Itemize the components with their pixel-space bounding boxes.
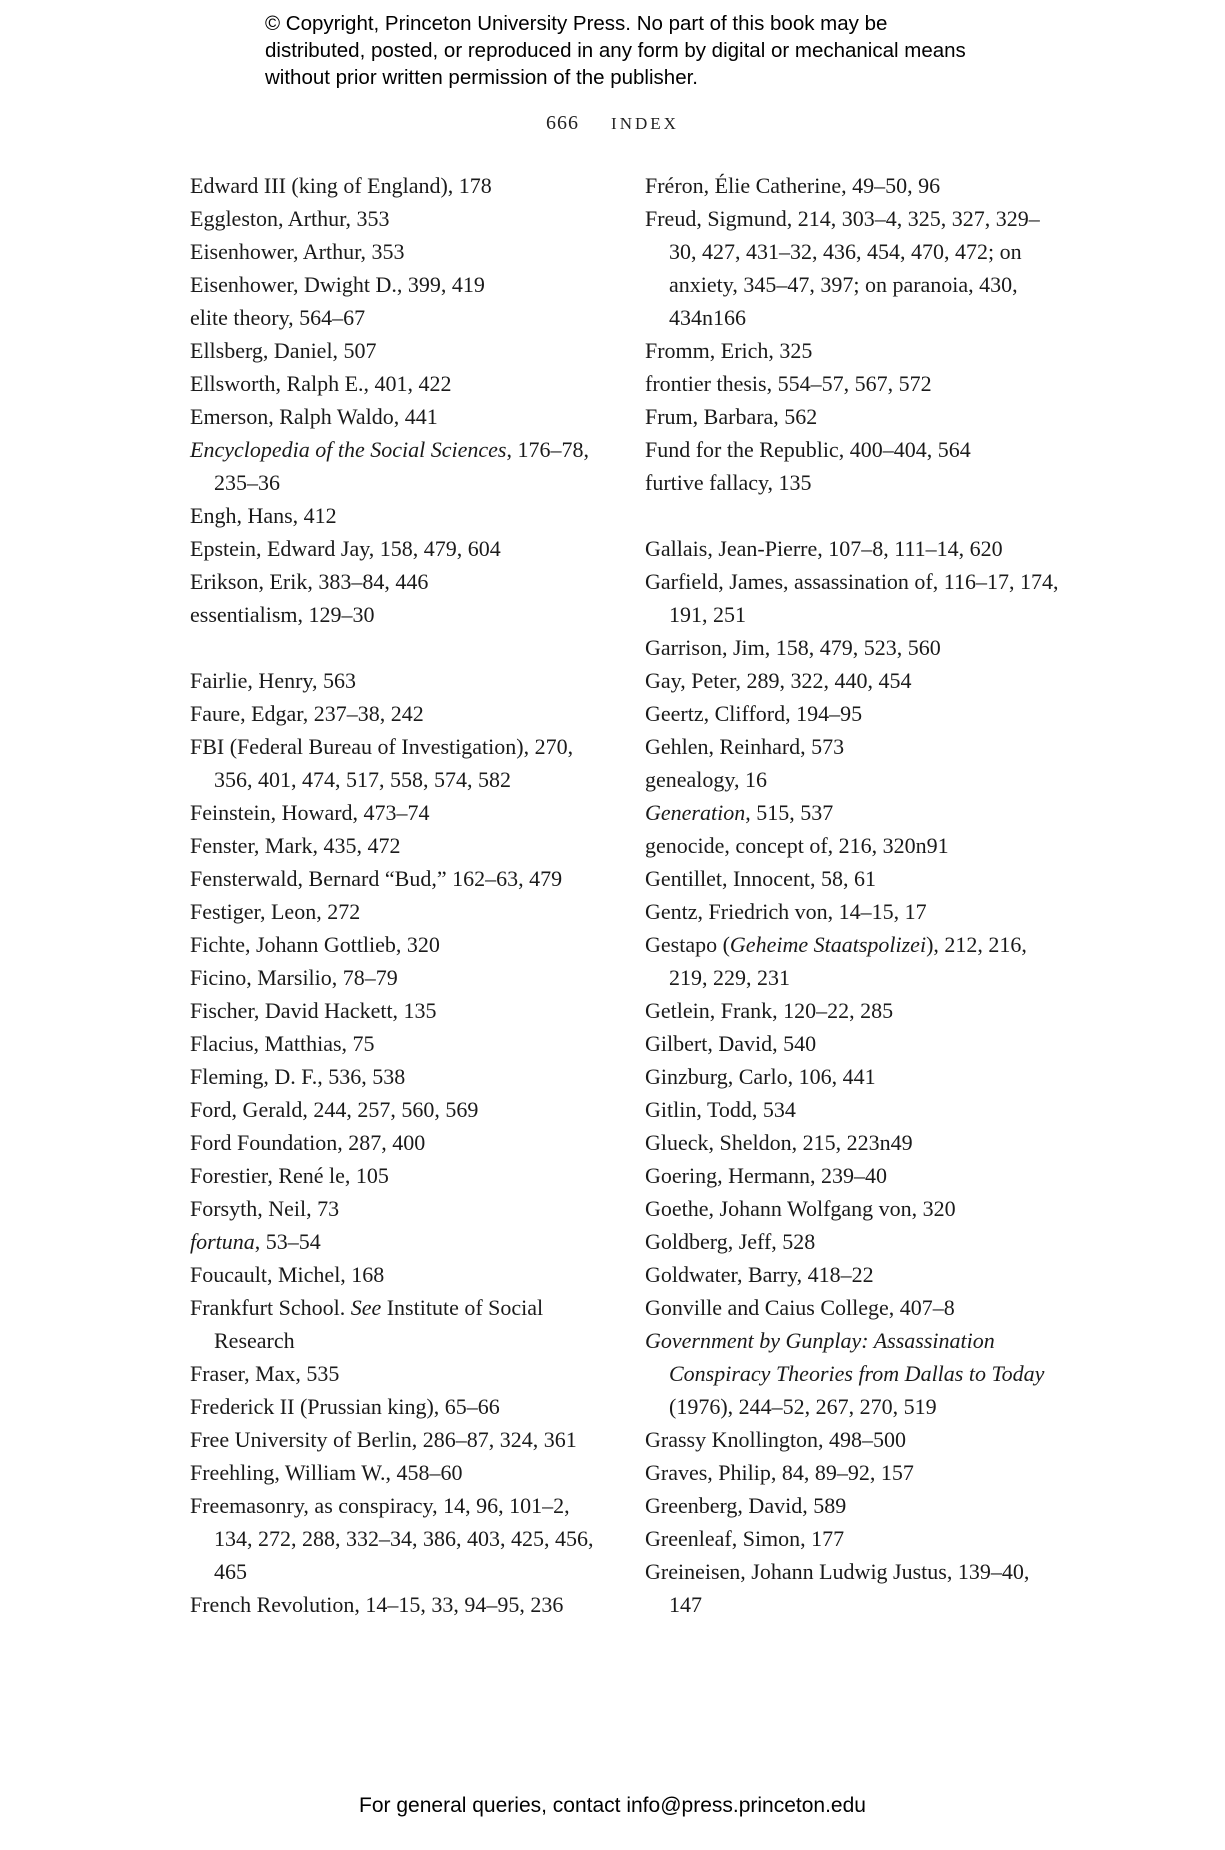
index-entry [190,928,610,961]
index-entry [645,367,1065,400]
index-entry [645,1126,1065,1159]
index-entry-text: ), 212, 216, 219, 229, 231 [669,932,1027,990]
index-entry-text: Ficino, Marsilio, 78–79 [190,965,398,990]
index-entry [190,1258,610,1291]
index-entry-text: Engh, Hans, 412 [190,503,337,528]
index-entry-text: Faure, Edgar, 237–38, 242 [190,701,424,726]
index-entry-text: Eisenhower, Arthur, 353 [190,239,405,264]
index-entry-italic-text: Encyclopedia of the Social Sciences [190,437,507,462]
index-entry [190,994,610,1027]
index-entry-text: Erikson, Erik, 383–84, 446 [190,569,429,594]
index-entry-text: Fenster, Mark, 435, 472 [190,833,401,858]
index-entry [190,433,610,499]
index-entry [190,202,610,235]
contact-footer: For general queries, contact info@press.princeton.edu [359,1794,866,1817]
index-entry [645,796,1065,829]
index-entry [645,532,1065,565]
index-entry-text: Freehling, William W., 458–60 [190,1460,463,1485]
index-entry-text: Festiger, Leon, 272 [190,899,361,924]
index-entry [190,1225,610,1258]
index-entry [645,1291,1065,1324]
index-entry [645,466,1065,499]
index-entry [645,1225,1065,1258]
index-entry-text: FBI (Federal Bureau of Investigation), 270, 356, 401, 474, 517, 558, 574, 582 [190,734,574,792]
page-number: 666 [546,112,580,134]
index-entry [190,1390,610,1423]
index-entry [190,235,610,268]
index-entry [190,169,610,202]
index-entry [645,169,1065,202]
index-entry-text: Gehlen, Reinhard, 573 [645,734,845,759]
index-entry [190,664,610,697]
index-entry [645,664,1065,697]
index-entry-text: Ellsworth, Ralph E., 401, 422 [190,371,452,396]
index-entry [645,730,1065,763]
index-entry-text: Geertz, Clifford, 194–95 [645,701,863,726]
index-entry-text: Frankfurt School. [190,1295,351,1320]
index-entry-text: Ford, Gerald, 244, 257, 560, 569 [190,1097,479,1122]
index-entry [190,1291,610,1357]
index-entry [190,565,610,598]
index-entry-text: Gay, Peter, 289, 322, 440, 454 [645,668,912,693]
index-column-right [645,169,1065,1621]
index-entry-text: Garfield, James, assassination of, 116–17, 174, 191, 251 [645,569,1059,627]
index-entry-text: Gentillet, Innocent, 58, 61 [645,866,876,891]
index-entry-text: Greenleaf, Simon, 177 [645,1526,845,1551]
index-entry-text: Foucault, Michel, 168 [190,1262,385,1287]
index-entry-text: Frum, Barbara, 562 [645,404,818,429]
index-entry [190,499,610,532]
index-entry [645,1060,1065,1093]
index-entry-text: Greenberg, David, 589 [645,1493,847,1518]
index-entry [190,829,610,862]
index-entry [645,433,1065,466]
index-entry-text: Eggleston, Arthur, 353 [190,206,390,231]
index-entry [645,1522,1065,1555]
index-entry-text: Goldberg, Jeff, 528 [645,1229,816,1254]
index-entry-text: Frederick II (Prussian king), 65–66 [190,1394,500,1419]
index-entry [190,1456,610,1489]
index-entry [190,961,610,994]
index-entry-text: Freud, Sigmund, 214, 303–4, 325, 327, 329–30, 427, 431–32, 436, 454, 470, 472; on anxiety, 345–47, 397; on paranoia, 430, 434n166 [645,206,1040,330]
index-entry-text: Freemasonry, as conspiracy, 14, 96, 101–2, 134, 272, 288, 332–34, 386, 403, 425, 456, 465 [190,1493,594,1584]
index-entry-text: (1976), 244–52, 267, 270, 519 [669,1394,937,1419]
index-entry [645,565,1065,631]
index-entry-text: Goering, Hermann, 239–40 [645,1163,887,1188]
index-entry-text: Fleming, D. F., 536, 538 [190,1064,406,1089]
index-entry-text: Fensterwald, Bernard “Bud,” 162–63, 479 [190,866,563,891]
index-column-left [190,169,610,1621]
index-entry-text: furtive fallacy, 135 [645,470,812,495]
index-entry-text: Fischer, David Hackett, 135 [190,998,437,1023]
index-entry-text: Feinstein, Howard, 473–74 [190,800,430,825]
index-entry-text: Goldwater, Barry, 418–22 [645,1262,874,1287]
index-entry [645,1093,1065,1126]
running-head [0,112,1225,135]
index-entry [190,532,610,565]
index-entry [190,1093,610,1126]
index-entry [190,1489,610,1588]
index-entry [190,268,610,301]
index-entry [190,334,610,367]
index-entry [645,334,1065,367]
index-entry-text: Goethe, Johann Wolfgang von, 320 [645,1196,956,1221]
index-entry [645,1324,1065,1423]
index-entry [190,1423,610,1456]
index-entry-text: Gitlin, Todd, 534 [645,1097,796,1122]
index-entry [645,1159,1065,1192]
index-entry-text: Eisenhower, Dwight D., 399, 419 [190,272,485,297]
index-entry-text: genocide, concept of, 216, 320n91 [645,833,949,858]
index-entry [190,796,610,829]
index-entry [645,1258,1065,1291]
index-entry-text: , 176–78, 235–36 [214,437,589,495]
index-entry [645,895,1065,928]
index-entry-text: Garrison, Jim, 158, 479, 523, 560 [645,635,941,660]
index-entry [645,928,1065,994]
index-entry [190,1192,610,1225]
index-entry [645,202,1065,334]
index-entry-text: Epstein, Edward Jay, 158, 479, 604 [190,536,501,561]
index-entry-text: Forestier, René le, 105 [190,1163,389,1188]
index-entry [645,829,1065,862]
index-entry [645,400,1065,433]
index-entry-text: Ginzburg, Carlo, 106, 441 [645,1064,876,1089]
index-entry-text: , 515, 537 [745,800,834,825]
index-entry [190,895,610,928]
index-entry-text: Gallais, Jean-Pierre, 107–8, 111–14, 620 [645,536,1003,561]
index-entry-italic-text: Geheime Staatspolizei [729,932,927,957]
index-entry [645,994,1065,1027]
index-entry [645,1192,1065,1225]
section-title: INDEX [611,114,679,133]
index-entry-text: Ellsberg, Daniel, 507 [190,338,377,363]
index-entry-text: Emerson, Ralph Waldo, 441 [190,404,438,429]
index-entry [190,1357,610,1390]
index-entry [190,730,610,796]
index-entry [190,367,610,400]
index-entry-text: Fichte, Johann Gottlieb, 320 [190,932,440,957]
index-entry [645,1489,1065,1522]
letter-group-gap [645,499,1065,532]
index-entry [190,1588,610,1621]
letter-group-gap [190,631,610,664]
copyright-notice: © Copyright, Princeton University Press. No part of this book may be distributed, posted, or reproduced in any form by digital or mechanical means without prior written permission of the publisher. [265,12,966,89]
index-entry-text: Gilbert, David, 540 [645,1031,817,1056]
index-entry [190,400,610,433]
index-entry-text: Free University of Berlin, 286–87, 324, 361 [190,1427,577,1452]
index-entry-italic-text: Generation [645,800,746,825]
index-entry-text: Graves, Philip, 84, 89–92, 157 [645,1460,914,1485]
index-entry [645,1423,1065,1456]
index-entry-text: Institute of Social Research [214,1295,544,1353]
index-entry-italic-text: fortuna [190,1229,255,1254]
index-entry [645,763,1065,796]
index-entry-text: Gentz, Friedrich von, 14–15, 17 [645,899,927,924]
index-entry-text: French Revolution, 14–15, 33, 94–95, 236 [190,1592,564,1617]
index-entry [190,1027,610,1060]
index-entry [190,1060,610,1093]
index-entry [190,1159,610,1192]
index-entry [190,598,610,631]
index-entry [645,631,1065,664]
index-entry [645,1027,1065,1060]
index-entry-text: Fairlie, Henry, 563 [190,668,356,693]
index-entry-text: essentialism, 129–30 [190,602,375,627]
index-entry [190,697,610,730]
index-entry-text: Fund for the Republic, 400–404, 564 [645,437,971,462]
index-entry-text: Glueck, Sheldon, 215, 223n49 [645,1130,913,1155]
index-entry [645,1456,1065,1489]
index-entry-text: Greineisen, Johann Ludwig Justus, 139–40, 147 [645,1559,1030,1617]
index-entry-text: Gestapo ( [645,932,730,957]
index-entry-text: genealogy, 16 [645,767,767,792]
index-entry [190,1126,610,1159]
index-entry-italic-text: Government by Gunplay: Assassination Conspiracy Theories from Dallas to Today [645,1328,1045,1386]
index-entry-text: Fromm, Erich, 325 [645,338,813,363]
index-entry-text: Fraser, Max, 535 [190,1361,340,1386]
index-entry-text: Ford Foundation, 287, 400 [190,1130,426,1155]
index-entry [190,301,610,334]
index-entry-text: Flacius, Matthias, 75 [190,1031,375,1056]
index-entry-text: Forsyth, Neil, 73 [190,1196,340,1221]
index-entry-text: Edward III (king of England), 178 [190,173,492,198]
index-entry-text: Fréron, Élie Catherine, 49–50, 96 [645,173,941,198]
index-entry-text: Getlein, Frank, 120–22, 285 [645,998,894,1023]
index-entry [645,862,1065,895]
index-entry-text: Gonville and Caius College, 407–8 [645,1295,955,1320]
index-entry-text: frontier thesis, 554–57, 567, 572 [645,371,932,396]
index-entry-text: Grassy Knollington, 498–500 [645,1427,906,1452]
index-entry-text: elite theory, 564–67 [190,305,366,330]
index-entry-text: , 53–54 [254,1229,321,1254]
index-entry [645,1555,1065,1621]
index-entry [645,697,1065,730]
index-entry [190,862,610,895]
index-entry-italic-text: See [350,1295,382,1320]
